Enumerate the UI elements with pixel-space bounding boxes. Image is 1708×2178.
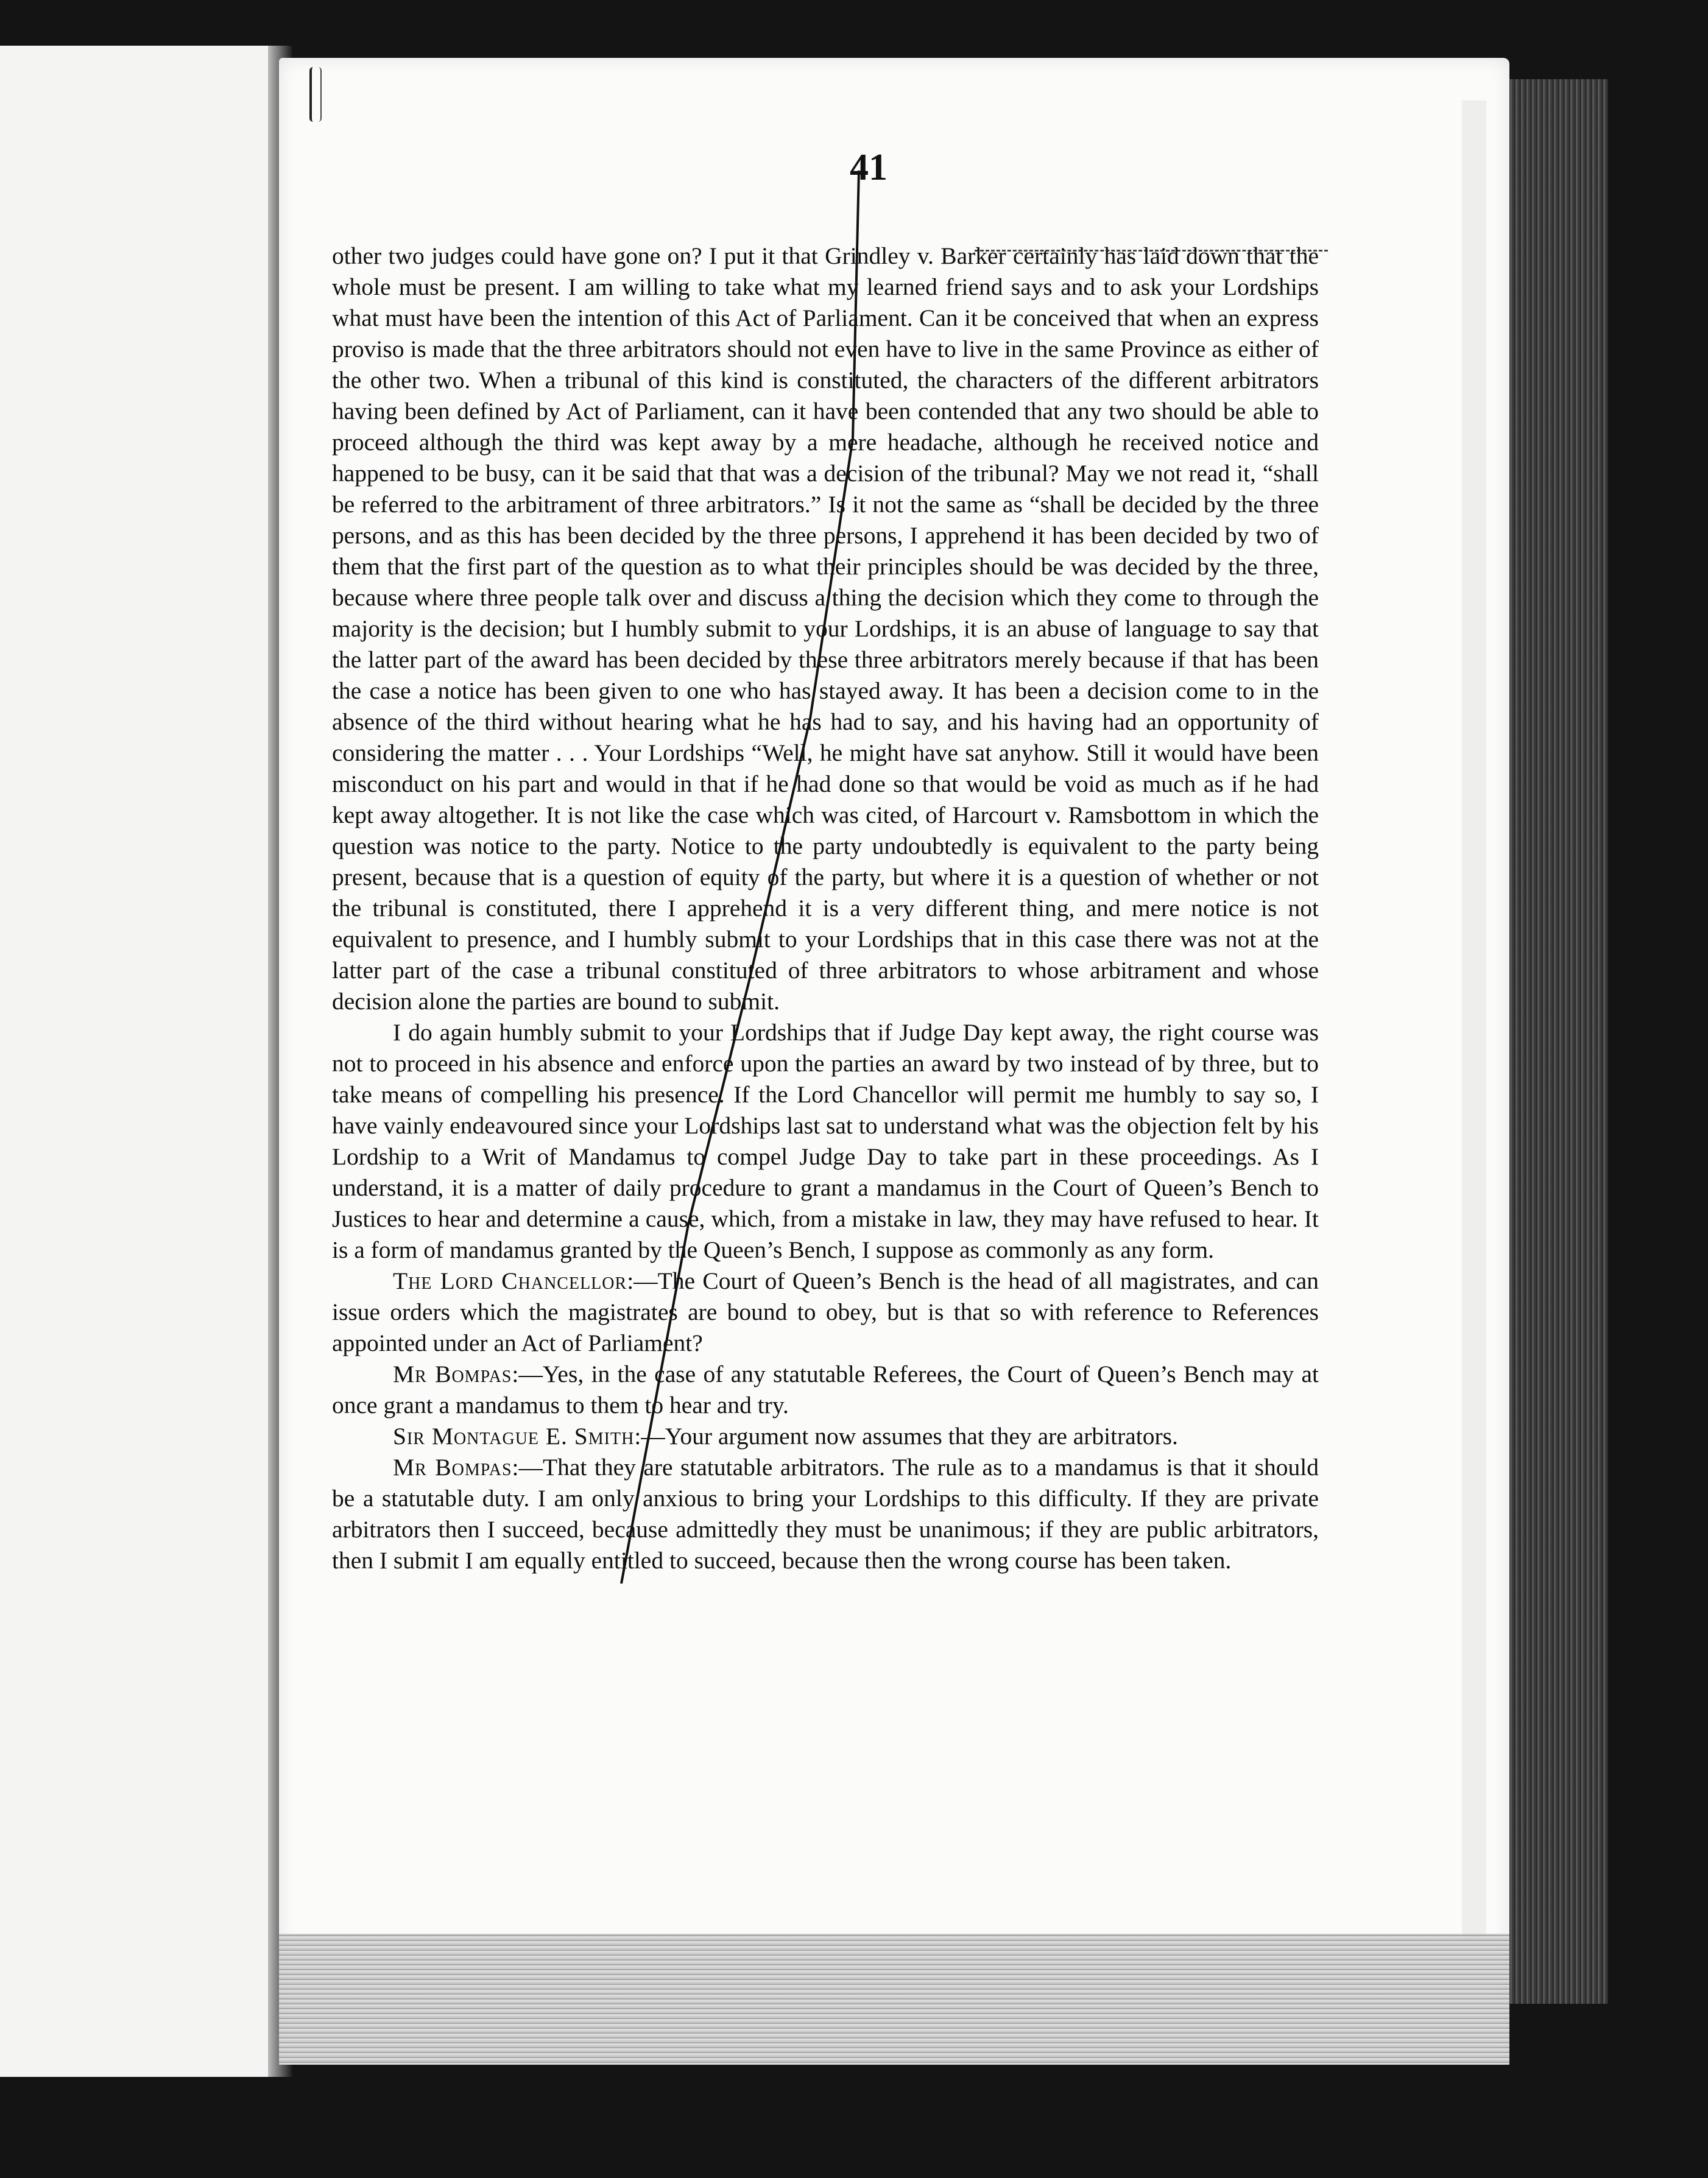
speech-text: :—Yes, in the case of any statutable Referees, the Court of Queen’s Bench may at once grant a mandamus to them to hear and try. (332, 1361, 1319, 1419)
paragraph-3 (332, 1266, 1319, 1359)
body-text (332, 241, 1319, 1576)
paragraph-1: other two judges could have gone on? I put it that Grindley v. Barker certainly has laid down that the whole must be present. I am willing to take what my learned friend says and to ask your Lordships what must have been the intention of this Act of Parliament. Can it be conceived that when an express proviso is made that the three arbitrators should not even have to live in the same Province as either of the other two. When a tribunal of this kind is constituted, the characters of the different arbitrators having been defined by Act of Parliament, can it have been contended that any two should be able to proceed although the third was kept away by a mere headache, although he received notice and happened to be busy, can it be said that that was a decision of the tribunal? May we not read it, “shall be referred to the arbitrament of three arbitrators.” Is it not the same as “shall be decided by the three persons, and as this has been decided by the three persons, I apprehend it has been decided by two of them that the first part of the question as to what their principles should be was decided by the three, because where three people talk over and discuss a thing the decision which they come to through the majority is the decision; but I humbly submit to your Lordships, it is an abuse of language to say that the latter part of the award has been decided by these three arbitrators merely because if that has been the case a notice has been given to one who has stayed away. It has been a decision come to in the absence of the third without hearing what he has had to say, and his having had an opportunity of considering the matter . . . Your Lordships “Well, he might have sat anyhow. Still it would have been misconduct on his part and would in that if he had done so that would be void as much as if he had kept away altogether. It is not like the case which was cited, of Harcourt v. Ramsbottom in which the question was notice to the party. Notice to the party undoubtedly is equivalent to the party being present, because that is a question of equity of the party, but where it is a question of whether or not the tribunal is constituted, there I apprehend it is a very different thing, and mere notice is not equivalent to presence, and I humbly submit to your Lordships that in this case there was not at the latter part of the case a tribunal constituted of three arbitrators to whose arbitrament and whose decision alone the parties are bound to submit. (332, 242, 1319, 1015)
paragraph-5 (332, 1421, 1319, 1452)
speaker-label: Sir Montague E. Smith (393, 1423, 635, 1450)
speech-text: :—Your argument now assumes that they are arbitrators. (634, 1423, 1178, 1450)
previous-page-edge (0, 46, 279, 2077)
paragraph-4 (332, 1359, 1319, 1421)
speaker-label: Mr Bompas (393, 1361, 512, 1387)
speech-text: :—The Court of Queen’s Bench is the head of all magistrates, and can issue orders which the magistrates are bound to obey, but is that so with reference to References appointed under an Act of Parliament? (332, 1267, 1319, 1356)
scan-noise-strip (279, 1934, 1509, 2065)
paragraph-6 (332, 1452, 1319, 1576)
speaker-label: The Lord Chancellor (393, 1267, 627, 1294)
speaker-label: Mr Bompas (393, 1454, 512, 1481)
page-margin-right (1462, 100, 1486, 1940)
binding-mark (309, 67, 322, 122)
paragraph-2: I do again humbly submit to your Lordships that if Judge Day kept away, the right course was not to proceed in his absence and enforce upon the parties an award by two instead of by three, but to take means of compelling his presence. If the Lord Chancellor will permit me humbly to say so, I have vainly endeavoured since your Lordships last sat to understand what was the objection felt by his Lordship to a Writ of Mandamus to compel Judge Day to take part in these proceedings. As I understand, it is a matter of daily procedure to grant a mandamus in the Court of Queen’s Bench to Justices to hear and determine a cause, which, from a mistake in law, they may have refused to hear. It is a form of mandamus granted by the Queen’s Bench, I suppose as commonly as any form. (332, 1019, 1319, 1263)
speech-text: :—That they are statutable arbitrators. The rule as to a mandamus is that it should be a statutable duty. I am only anxious to bring your Lordships to this difficulty. If they are private arbitrators then I succeed, because admittedly they must be unanimous; if they are public arbitrators, then I submit I am equally entitled to succeed, because then the wrong course has been taken. (332, 1454, 1319, 1574)
page-number: 41 (850, 147, 888, 188)
